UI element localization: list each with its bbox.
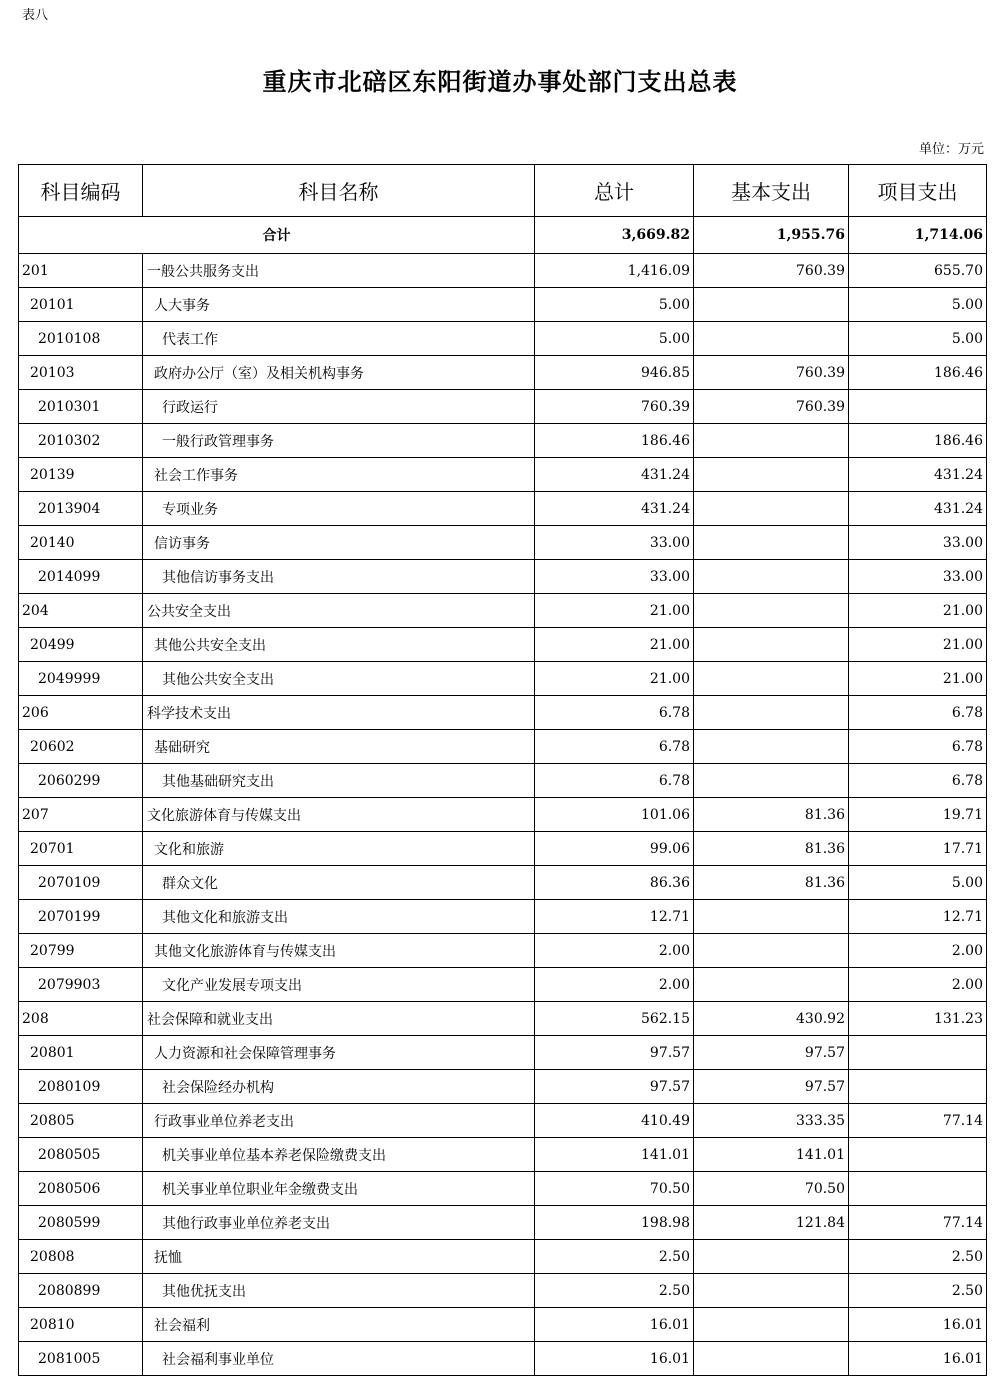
cell-basic [694, 628, 849, 662]
table-row [19, 1138, 987, 1172]
total-basic: 1,955.76 [694, 217, 849, 254]
cell-project: 655.70 [849, 254, 987, 288]
cell-code: 2010108 [19, 322, 143, 356]
cell-project: 21.00 [849, 628, 987, 662]
table-row [19, 1104, 987, 1138]
cell-project: 131.23 [849, 1002, 987, 1036]
table-row [19, 1308, 987, 1342]
cell-basic [694, 526, 849, 560]
column-header-name: 科目名称 [143, 165, 535, 217]
cell-name: 人力资源和社会保障管理事务 [143, 1036, 535, 1070]
cell-total: 33.00 [535, 560, 694, 594]
cell-project: 5.00 [849, 322, 987, 356]
cell-total: 198.98 [535, 1206, 694, 1240]
cell-basic [694, 968, 849, 1002]
table-row [19, 322, 987, 356]
cell-basic: 70.50 [694, 1172, 849, 1206]
cell-code: 201 [19, 254, 143, 288]
total-label: 合计 [19, 217, 535, 254]
cell-basic [694, 424, 849, 458]
table-row [19, 424, 987, 458]
cell-total: 101.06 [535, 798, 694, 832]
cell-project: 6.78 [849, 696, 987, 730]
cell-code: 2079903 [19, 968, 143, 1002]
cell-total: 21.00 [535, 628, 694, 662]
cell-total: 6.78 [535, 730, 694, 764]
cell-project: 16.01 [849, 1308, 987, 1342]
cell-code: 2080109 [19, 1070, 143, 1104]
cell-name: 社会福利事业单位 [143, 1342, 535, 1376]
cell-total: 2.00 [535, 968, 694, 1002]
cell-code: 2014099 [19, 560, 143, 594]
total-row [19, 217, 987, 254]
cell-basic: 81.36 [694, 832, 849, 866]
cell-basic [694, 764, 849, 798]
cell-code: 2080505 [19, 1138, 143, 1172]
cell-total: 946.85 [535, 356, 694, 390]
cell-basic: 430.92 [694, 1002, 849, 1036]
table-row [19, 1036, 987, 1070]
cell-total: 5.00 [535, 288, 694, 322]
cell-total: 2.00 [535, 934, 694, 968]
cell-name: 文化旅游体育与传媒支出 [143, 798, 535, 832]
cell-total: 97.57 [535, 1070, 694, 1104]
unit-label: 单位：万元 [918, 142, 984, 157]
page-title: 重庆市北碚区东阳街道办事处部门支出总表 [262, 67, 738, 96]
cell-project: 2.00 [849, 968, 987, 1002]
cell-code: 20101 [19, 288, 143, 322]
table-row [19, 1342, 987, 1376]
cell-basic [694, 1308, 849, 1342]
cell-code: 2070199 [19, 900, 143, 934]
cell-project [849, 1070, 987, 1104]
table-row [19, 798, 987, 832]
cell-name: 文化和旅游 [143, 832, 535, 866]
total-sum: 3,669.82 [535, 217, 694, 254]
cell-total: 2.50 [535, 1240, 694, 1274]
cell-project: 6.78 [849, 730, 987, 764]
cell-code: 207 [19, 798, 143, 832]
cell-name: 社会工作事务 [143, 458, 535, 492]
cell-total: 6.78 [535, 696, 694, 730]
cell-project: 21.00 [849, 594, 987, 628]
cell-name: 基础研究 [143, 730, 535, 764]
table-row [19, 696, 987, 730]
table-row [19, 764, 987, 798]
cell-name: 信访事务 [143, 526, 535, 560]
cell-name: 其他文化和旅游支出 [143, 900, 535, 934]
cell-total: 16.01 [535, 1308, 694, 1342]
cell-name: 其他优抚支出 [143, 1274, 535, 1308]
cell-name: 其他公共安全支出 [143, 628, 535, 662]
table-row [19, 832, 987, 866]
cell-project: 77.14 [849, 1104, 987, 1138]
table-row [19, 526, 987, 560]
cell-code: 2010301 [19, 390, 143, 424]
cell-name: 政府办公厅（室）及相关机构事务 [143, 356, 535, 390]
cell-project: 17.71 [849, 832, 987, 866]
cell-code: 20139 [19, 458, 143, 492]
cell-project: 5.00 [849, 866, 987, 900]
table-row [19, 1206, 987, 1240]
cell-project: 2.50 [849, 1274, 987, 1308]
cell-total: 410.49 [535, 1104, 694, 1138]
cell-total: 562.15 [535, 1002, 694, 1036]
cell-project: 2.00 [849, 934, 987, 968]
cell-basic [694, 1274, 849, 1308]
cell-basic: 97.57 [694, 1070, 849, 1104]
table-row [19, 968, 987, 1002]
cell-name: 抚恤 [143, 1240, 535, 1274]
cell-code: 2049999 [19, 662, 143, 696]
cell-total: 186.46 [535, 424, 694, 458]
table-row [19, 628, 987, 662]
cell-project: 21.00 [849, 662, 987, 696]
cell-code: 2060299 [19, 764, 143, 798]
table-row [19, 1240, 987, 1274]
table-row [19, 356, 987, 390]
cell-basic: 141.01 [694, 1138, 849, 1172]
cell-project: 186.46 [849, 424, 987, 458]
cell-total: 86.36 [535, 866, 694, 900]
column-header-project: 项目支出 [849, 165, 987, 217]
cell-code: 20799 [19, 934, 143, 968]
table-row [19, 1070, 987, 1104]
cell-name: 群众文化 [143, 866, 535, 900]
cell-code: 20701 [19, 832, 143, 866]
cell-project: 12.71 [849, 900, 987, 934]
cell-total: 16.01 [535, 1342, 694, 1376]
cell-total: 6.78 [535, 764, 694, 798]
cell-project [849, 1138, 987, 1172]
cell-total: 12.71 [535, 900, 694, 934]
cell-name: 社会保障和就业支出 [143, 1002, 535, 1036]
cell-code: 2080506 [19, 1172, 143, 1206]
cell-name: 其他信访事务支出 [143, 560, 535, 594]
cell-total: 21.00 [535, 662, 694, 696]
cell-name: 机关事业单位职业年金缴费支出 [143, 1172, 535, 1206]
cell-name: 公共安全支出 [143, 594, 535, 628]
cell-basic [694, 662, 849, 696]
cell-code: 20499 [19, 628, 143, 662]
column-header-code: 科目编码 [19, 165, 143, 217]
cell-basic: 97.57 [694, 1036, 849, 1070]
cell-basic: 333.35 [694, 1104, 849, 1138]
table-row [19, 594, 987, 628]
cell-name: 行政运行 [143, 390, 535, 424]
cell-code: 20103 [19, 356, 143, 390]
cell-code: 20805 [19, 1104, 143, 1138]
column-header-total: 总计 [535, 165, 694, 217]
cell-code: 20801 [19, 1036, 143, 1070]
column-header-basic: 基本支出 [694, 165, 849, 217]
total-project: 1,714.06 [849, 217, 987, 254]
cell-total: 5.00 [535, 322, 694, 356]
table-row [19, 254, 987, 288]
table-row [19, 288, 987, 322]
cell-total: 99.06 [535, 832, 694, 866]
cell-name: 其他文化旅游体育与传媒支出 [143, 934, 535, 968]
cell-total: 21.00 [535, 594, 694, 628]
table-number-label: 表八 [22, 8, 49, 23]
cell-code: 20602 [19, 730, 143, 764]
cell-basic: 760.39 [694, 356, 849, 390]
cell-name: 社会福利 [143, 1308, 535, 1342]
cell-name: 文化产业发展专项支出 [143, 968, 535, 1002]
cell-basic: 121.84 [694, 1206, 849, 1240]
cell-basic [694, 560, 849, 594]
table-row [19, 730, 987, 764]
cell-project: 33.00 [849, 526, 987, 560]
table-row [19, 458, 987, 492]
cell-code: 2081005 [19, 1342, 143, 1376]
cell-project [849, 390, 987, 424]
cell-code: 2013904 [19, 492, 143, 526]
cell-name: 科学技术支出 [143, 696, 535, 730]
cell-basic: 760.39 [694, 390, 849, 424]
cell-project: 33.00 [849, 560, 987, 594]
table-body [19, 217, 987, 1376]
cell-code: 208 [19, 1002, 143, 1036]
cell-name: 其他公共安全支出 [143, 662, 535, 696]
cell-code: 20140 [19, 526, 143, 560]
cell-name: 机关事业单位基本养老保险缴费支出 [143, 1138, 535, 1172]
cell-code: 2070109 [19, 866, 143, 900]
cell-total: 33.00 [535, 526, 694, 560]
cell-code: 2080599 [19, 1206, 143, 1240]
cell-name: 一般行政管理事务 [143, 424, 535, 458]
header-row [19, 165, 987, 217]
cell-project [849, 1172, 987, 1206]
cell-project: 77.14 [849, 1206, 987, 1240]
cell-basic: 81.36 [694, 798, 849, 832]
cell-name: 社会保险经办机构 [143, 1070, 535, 1104]
cell-name: 代表工作 [143, 322, 535, 356]
table-row [19, 560, 987, 594]
cell-project: 16.01 [849, 1342, 987, 1376]
cell-name: 一般公共服务支出 [143, 254, 535, 288]
cell-basic [694, 934, 849, 968]
cell-project: 19.71 [849, 798, 987, 832]
cell-total: 141.01 [535, 1138, 694, 1172]
table-row [19, 1172, 987, 1206]
cell-total: 431.24 [535, 492, 694, 526]
expenditure-table [18, 164, 987, 1376]
cell-basic: 81.36 [694, 866, 849, 900]
cell-basic [694, 322, 849, 356]
cell-name: 专项业务 [143, 492, 535, 526]
cell-basic: 760.39 [694, 254, 849, 288]
cell-project: 2.50 [849, 1240, 987, 1274]
cell-basic [694, 900, 849, 934]
table-row [19, 1002, 987, 1036]
table-row [19, 900, 987, 934]
cell-project: 5.00 [849, 288, 987, 322]
cell-name: 其他行政事业单位养老支出 [143, 1206, 535, 1240]
cell-code: 2010302 [19, 424, 143, 458]
cell-name: 其他基础研究支出 [143, 764, 535, 798]
cell-basic [694, 1342, 849, 1376]
table-row [19, 390, 987, 424]
cell-basic [694, 1240, 849, 1274]
table-row [19, 662, 987, 696]
cell-project [849, 1036, 987, 1070]
table-row [19, 866, 987, 900]
cell-project: 186.46 [849, 356, 987, 390]
cell-total: 1,416.09 [535, 254, 694, 288]
cell-total: 97.57 [535, 1036, 694, 1070]
cell-code: 20808 [19, 1240, 143, 1274]
cell-basic [694, 492, 849, 526]
cell-project: 431.24 [849, 458, 987, 492]
cell-basic [694, 730, 849, 764]
cell-project: 6.78 [849, 764, 987, 798]
cell-code: 20810 [19, 1308, 143, 1342]
cell-basic [694, 594, 849, 628]
cell-code: 2080899 [19, 1274, 143, 1308]
table-row [19, 1274, 987, 1308]
cell-total: 70.50 [535, 1172, 694, 1206]
cell-code: 204 [19, 594, 143, 628]
cell-name: 行政事业单位养老支出 [143, 1104, 535, 1138]
cell-name: 人大事务 [143, 288, 535, 322]
cell-basic [694, 696, 849, 730]
cell-total: 431.24 [535, 458, 694, 492]
cell-total: 2.50 [535, 1274, 694, 1308]
cell-project: 431.24 [849, 492, 987, 526]
cell-basic [694, 288, 849, 322]
table-row [19, 492, 987, 526]
cell-code: 206 [19, 696, 143, 730]
cell-total: 760.39 [535, 390, 694, 424]
cell-basic [694, 458, 849, 492]
table-row [19, 934, 987, 968]
